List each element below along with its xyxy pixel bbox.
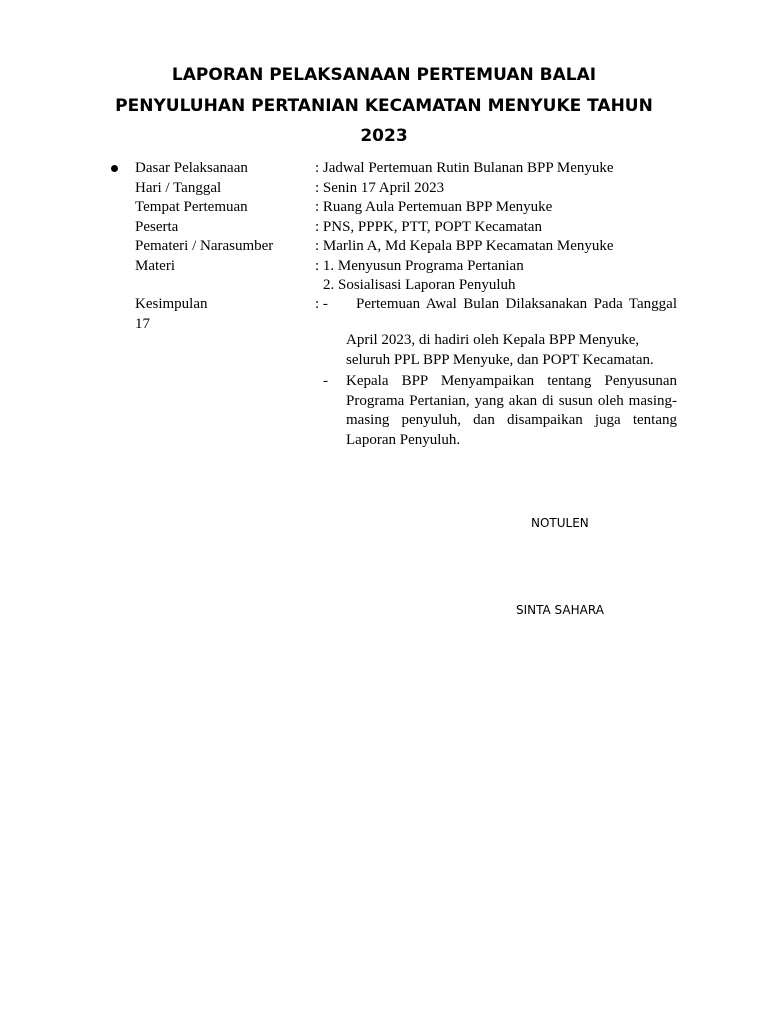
kesimpulan-item2-line1: Kepala BPP Menyampaikan tentang Penyusunan <box>346 373 677 389</box>
field-values <box>315 159 614 296</box>
label-peserta: Peserta <box>135 218 179 235</box>
document-title <box>60 60 708 152</box>
kesimpulan-item2 <box>346 372 677 450</box>
kesimpulan-item1-line2: April 2023, di hadiri oleh Kepala BPP Menyuke, <box>346 332 640 348</box>
kesimpulan-overflow-number: 17 <box>135 315 150 332</box>
value-dasar-pelaksanaan: : Jadwal Pertemuan Rutin Bulanan BPP Menyuke <box>315 160 614 176</box>
kesimpulan-item2-dash: - <box>323 373 328 389</box>
value-peserta: : PNS, PPPK, PTT, POPT Kecamatan <box>315 218 542 235</box>
value-tempat-pertemuan: : Ruang Aula Pertemuan BPP Menyuke <box>315 199 553 215</box>
label-hari-tanggal: Hari / Tanggal <box>135 179 222 196</box>
value-pemateri: : Marlin A, Md Kepala BPP Kecamatan Menyuke <box>315 238 614 254</box>
field-labels <box>135 159 273 276</box>
value-materi-2: 2. Sosialisasi Laporan Penyuluh <box>323 277 516 293</box>
kesimpulan-item2-line2: Programa Pertanian, yang akan di susun oleh masing- <box>346 392 677 409</box>
kesimpulan-item2-line3: masing penyuluh, dan disampaikan juga tentang <box>346 412 677 428</box>
bullet-dot-icon <box>111 165 118 172</box>
label-pemateri: Pemateri / Narasumber <box>135 238 274 254</box>
kesimpulan-item2-line4: Laporan Penyuluh. <box>346 431 461 448</box>
label-tempat-pertemuan: Tempat Pertemuan <box>135 199 248 215</box>
kesimpulan-item1-line1: Pertemuan Awal Bulan Dilaksanakan Pada Tanggal <box>356 296 677 312</box>
kesimpulan-item1-continued <box>346 331 677 370</box>
title-line-2: PENYULUHAN PERTANIAN KECAMATAN MENYUKE TAHUN <box>115 95 653 116</box>
kesimpulan-label-block <box>135 295 208 334</box>
label-kesimpulan: Kesimpulan <box>135 296 208 312</box>
kesimpulan-item1-line3: seluruh PPL BPP Menyuke, dan POPT Kecamatan. <box>346 351 654 368</box>
signature-name: SINTA SAHARA <box>516 603 604 617</box>
label-materi: Materi <box>135 257 175 274</box>
title-line-3: 2023 <box>360 126 408 146</box>
title-line-1: LAPORAN PELAKSANAAN PERTEMUAN BALAI <box>171 65 597 85</box>
value-materi-1: : 1. Menyusun Programa Pertanian <box>315 257 524 274</box>
label-dasar-pelaksanaan: Dasar Pelaksanaan <box>135 160 248 176</box>
kesimpulan-colon-dash: : - <box>315 296 328 312</box>
signature-role: NOTULEN <box>531 516 589 530</box>
value-hari-tanggal: : Senin 17 April 2023 <box>315 179 445 196</box>
